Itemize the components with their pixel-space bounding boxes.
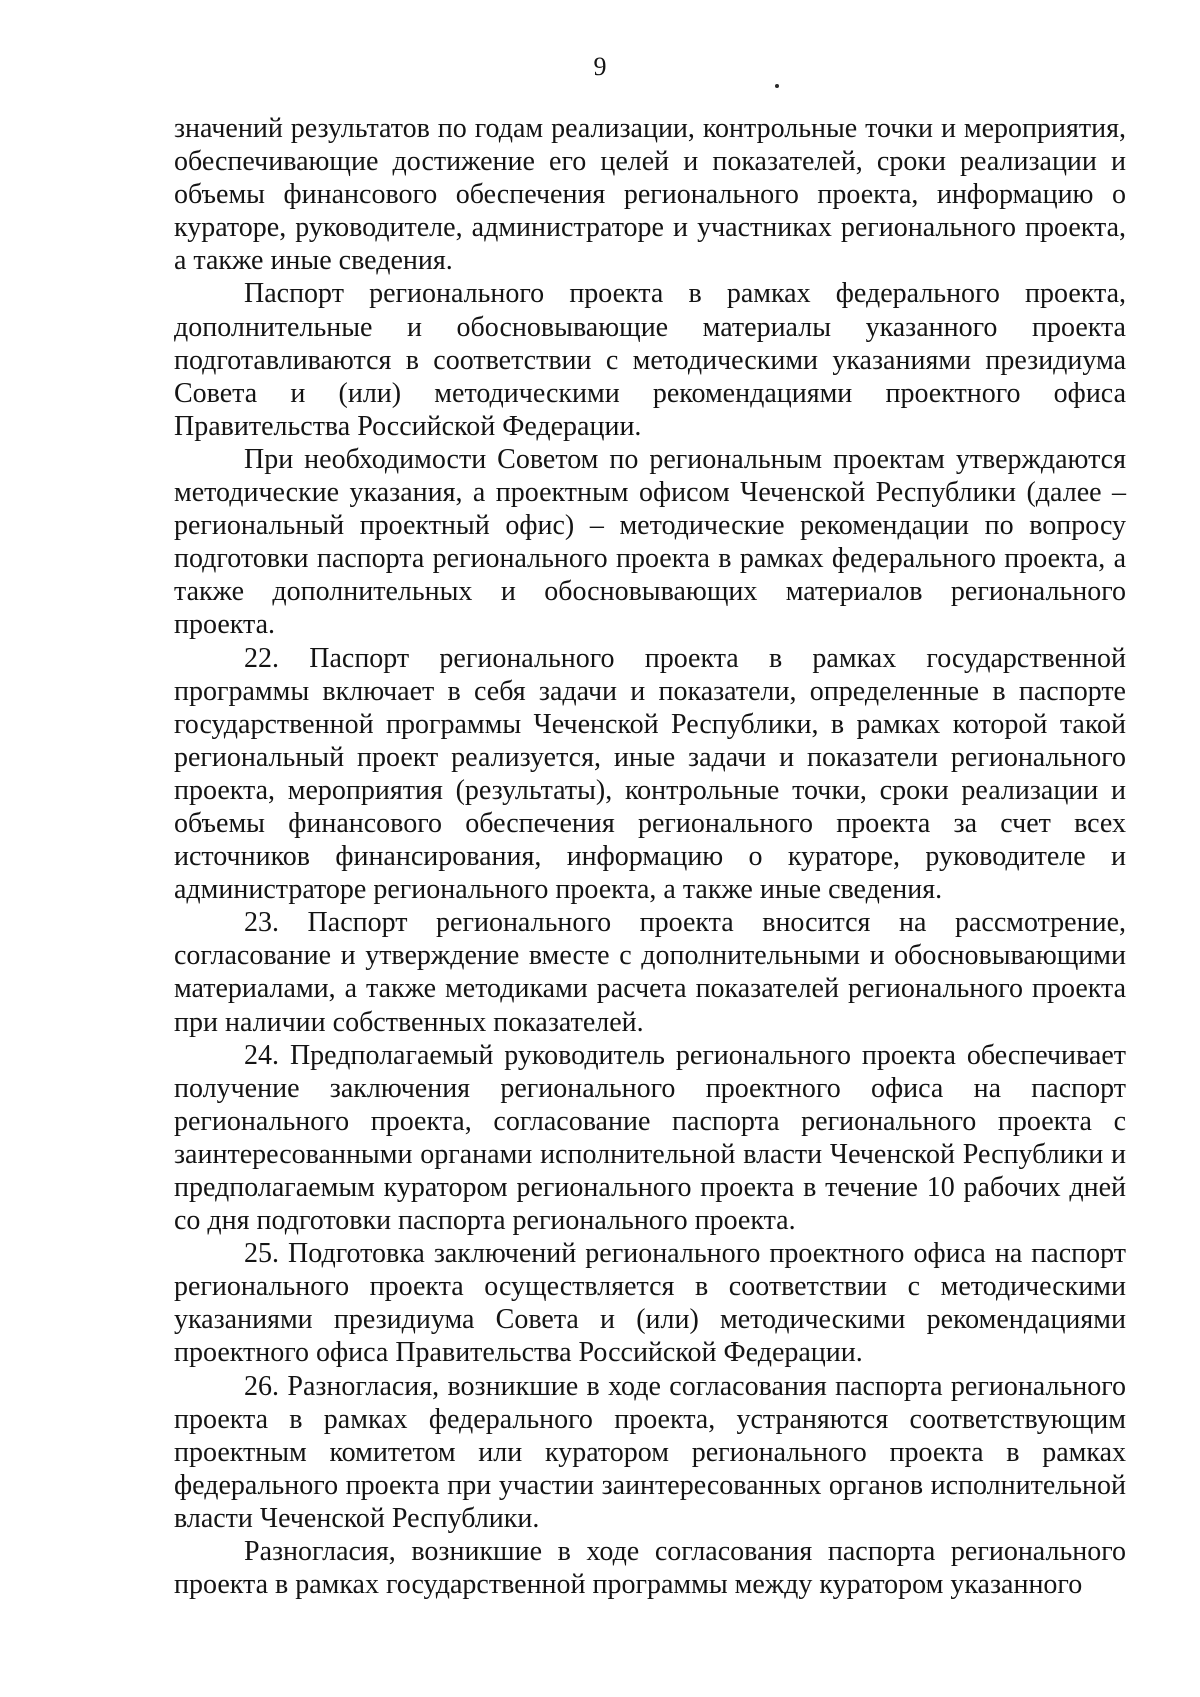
paragraph-item-25: 25. Подготовка заключений регионального проектного офиса на паспорт регионального проекта осуществляется в соответствии с методическими указаниями президиума Совета и (или) методическими рекомендациями проектного офиса Правительства Российской Федерации. <box>174 1238 1126 1369</box>
page-number: 9 <box>593 52 607 81</box>
paragraph-disagreements-program: Разногласия, возникшие в ходе согласования паспорта регионального проекта в рамках государственной программы между куратором указанного <box>174 1536 1126 1601</box>
paragraph-item-23: 23. Паспорт регионального проекта вносится на рассмотрение, согласование и утверждение вместе с дополнительными и обосновывающими материалами, а также методиками расчета показателей регионального проекта при наличии собственных показателей. <box>174 907 1126 1038</box>
body-text <box>174 112 1126 1601</box>
paragraph-item-24: 24. Предполагаемый руководитель регионального проекта обеспечивает получение заключения регионального проектного офиса на паспорт регионального проекта, согласование паспорта регионального проекта с заинтересованными органами исполнительной власти Чеченской Республики и предполагаемым куратором регионального проекта в течение 10 рабочих дней со дня подготовки паспорта регионального проекта. <box>174 1039 1126 1237</box>
paragraph-methodical-instructions: При необходимости Советом по региональным проектам утверждаются методические указания, а проектным офисом Чеченской Республики (далее – региональный проектный офис) – методические рекомендации по вопросу подготовки паспорта регионального проекта в рамках федерального проекта, а также дополнительных и обосновывающих материалов регионального проекта. <box>174 443 1126 641</box>
paragraph-item-22: 22. Паспорт регионального проекта в рамках государственной программы включает в себя задачи и показатели, определенные в паспорте государственной программы Чеченской Республики, в рамках которой такой региональный проект реализуется, иные задачи и показатели регионального проекта, мероприятия (результаты), контрольные точки, сроки реализации и объемы финансового обеспечения регионального проекта за счет всех источников финансирования, информацию о кураторе, руководителе и администраторе регионального проекта, а также иные сведения. <box>174 642 1126 906</box>
paragraph-passport-federal: Паспорт регионального проекта в рамках федерального проекта, дополнительные и обосновывающие материалы указанного проекта подготавливаются в соответствии с методическими указаниями президиума Совета и (или) методическими рекомендациями проектного офиса Правительства Российской Федерации. <box>174 278 1126 442</box>
paragraph-continuation: значений результатов по годам реализации, контрольные точки и мероприятия, обеспечивающие достижение его целей и показателей, сроки реализации и объемы финансового обеспечения регионального проекта, информацию о кураторе, руководителе, администраторе и участниках регионального проекта, а также иные сведения. <box>174 113 1126 277</box>
paragraph-item-26: 26. Разногласия, возникшие в ходе согласования паспорта регионального проекта в рамках федерального проекта, устраняются соответствующим проектным комитетом или куратором регионального проекта в рамках федерального проекта при участии заинтересованных органов исполнительной власти Чеченской Республики. <box>174 1370 1126 1534</box>
scan-dot-mark <box>775 84 779 88</box>
